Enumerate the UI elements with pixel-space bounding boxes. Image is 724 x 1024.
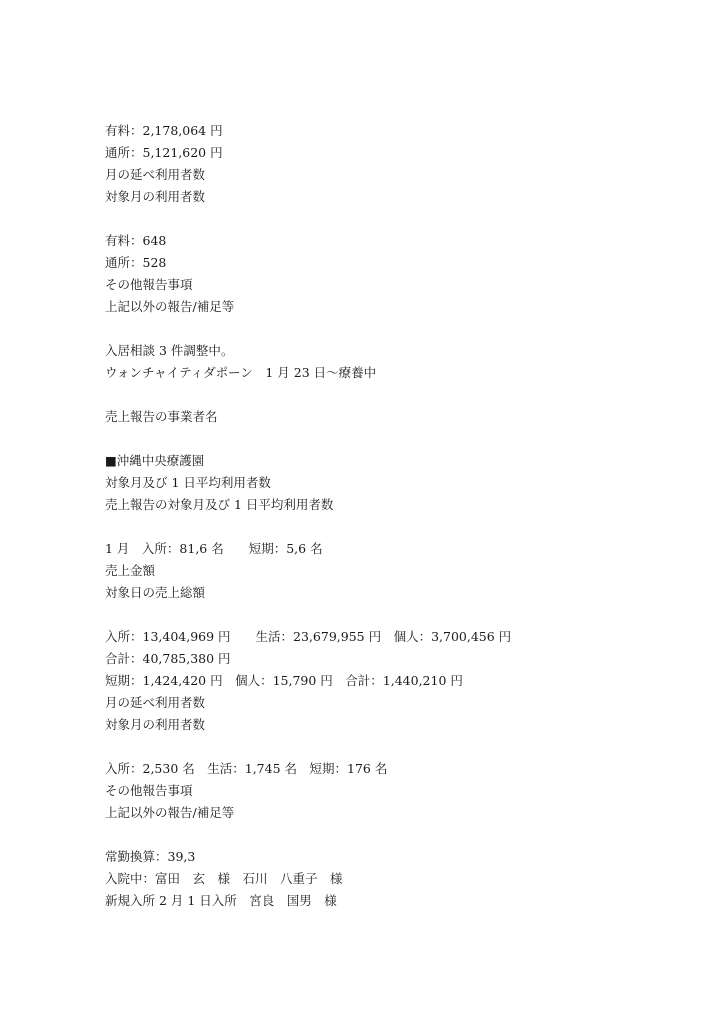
blank-line — [105, 516, 685, 538]
text-line: 入居相談 3 件調整中。 — [105, 343, 234, 358]
text-line: 通所：528 — [105, 255, 167, 270]
text-line: 通所：5,121,620 円 — [105, 145, 223, 160]
blank-line — [105, 824, 685, 846]
text-line: 1 月 入所：81,6 名 短期：5,6 名 — [105, 541, 323, 556]
text-line: 月の延べ利用者数 — [105, 695, 206, 710]
text-line: 新規入所 2 月 1 日入所 宮良 国男 様 — [105, 893, 337, 908]
blank-line — [105, 428, 685, 450]
text-line: 上記以外の報告/補足等 — [105, 299, 235, 314]
text-line: 対象月の利用者数 — [105, 189, 206, 204]
blank-line — [105, 604, 685, 626]
text-line: 合計：40,785,380 円 — [105, 651, 231, 666]
text-line: 売上報告の事業者名 — [105, 409, 218, 424]
document-body — [105, 120, 685, 912]
text-line: 売上金額 — [105, 563, 156, 578]
text-line: その他報告事項 — [105, 783, 193, 798]
text-line: 対象日の売上総額 — [105, 585, 206, 600]
blank-line — [105, 736, 685, 758]
text-line: 入院中：富田 玄 様 石川 八重子 様 — [105, 871, 343, 886]
text-line: 入所：13,404,969 円 生活：23,679,955 円 個人：3,700,456 円 — [105, 629, 512, 644]
text-line: その他報告事項 — [105, 277, 193, 292]
text-line: 売上報告の対象月及び 1 日平均利用者数 — [105, 497, 334, 512]
section-heading: ■沖縄中央療護園 — [105, 453, 205, 468]
text-line: 入所：2,530 名 生活：1,745 名 短期：176 名 — [105, 761, 388, 776]
text-line: 有料：2,178,064 円 — [105, 123, 223, 138]
text-line: 上記以外の報告/補足等 — [105, 805, 235, 820]
blank-line — [105, 318, 685, 340]
text-line: 常勤換算：39,3 — [105, 849, 196, 864]
blank-line — [105, 384, 685, 406]
text-line: 有料：648 — [105, 233, 167, 248]
text-line: ウォンチャイティダポーン 1 月 23 日〜療養中 — [105, 365, 377, 380]
text-line: 短期：1,424,420 円 個人：15,790 円 合計：1,440,210 円 — [105, 673, 463, 688]
text-line: 対象月の利用者数 — [105, 717, 206, 732]
blank-line — [105, 208, 685, 230]
text-line: 対象月及び 1 日平均利用者数 — [105, 475, 271, 490]
text-line: 月の延べ利用者数 — [105, 167, 206, 182]
